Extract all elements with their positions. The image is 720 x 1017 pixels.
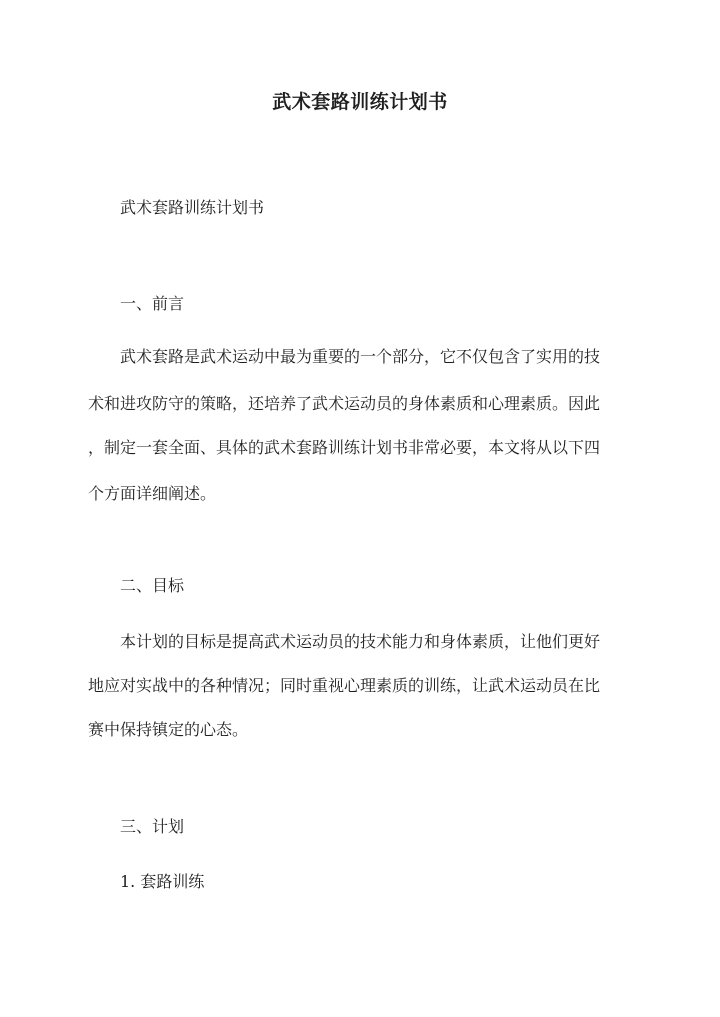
section-heading-goals: 二、目标 <box>120 576 185 595</box>
goals-line-1: 本计划的目标是提高武术运动员的技术能力和身体素质，让他们更好 <box>120 632 601 651</box>
document-title: 武术套路训练计划书 <box>272 91 448 113</box>
section-heading-plan: 三、计划 <box>120 817 185 836</box>
section-heading-preface: 一、前言 <box>120 294 185 313</box>
plan-subheading-routine-training: 1. 套路训练 <box>120 872 205 891</box>
goals-line-2: 地应对实战中的各种情况；同时重视心理素质的训练，让武术运动员在比 <box>88 676 601 695</box>
document-subtitle: 武术套路训练计划书 <box>120 198 265 217</box>
goals-line-3: 赛中保持镇定的心态。 <box>88 720 249 739</box>
preface-line-3: ，制定一套全面、具体的武术套路训练计划书非常必要，本文将从以下四 <box>88 438 601 457</box>
preface-line-2: 术和进攻防守的策略，还培养了武术运动员的身体素质和心理素质。因此 <box>88 394 601 413</box>
preface-line-1: 武术套路是武术运动中最为重要的一个部分，它不仅包含了实用的技 <box>120 347 601 366</box>
preface-line-4: 个方面详细阐述。 <box>88 484 217 503</box>
